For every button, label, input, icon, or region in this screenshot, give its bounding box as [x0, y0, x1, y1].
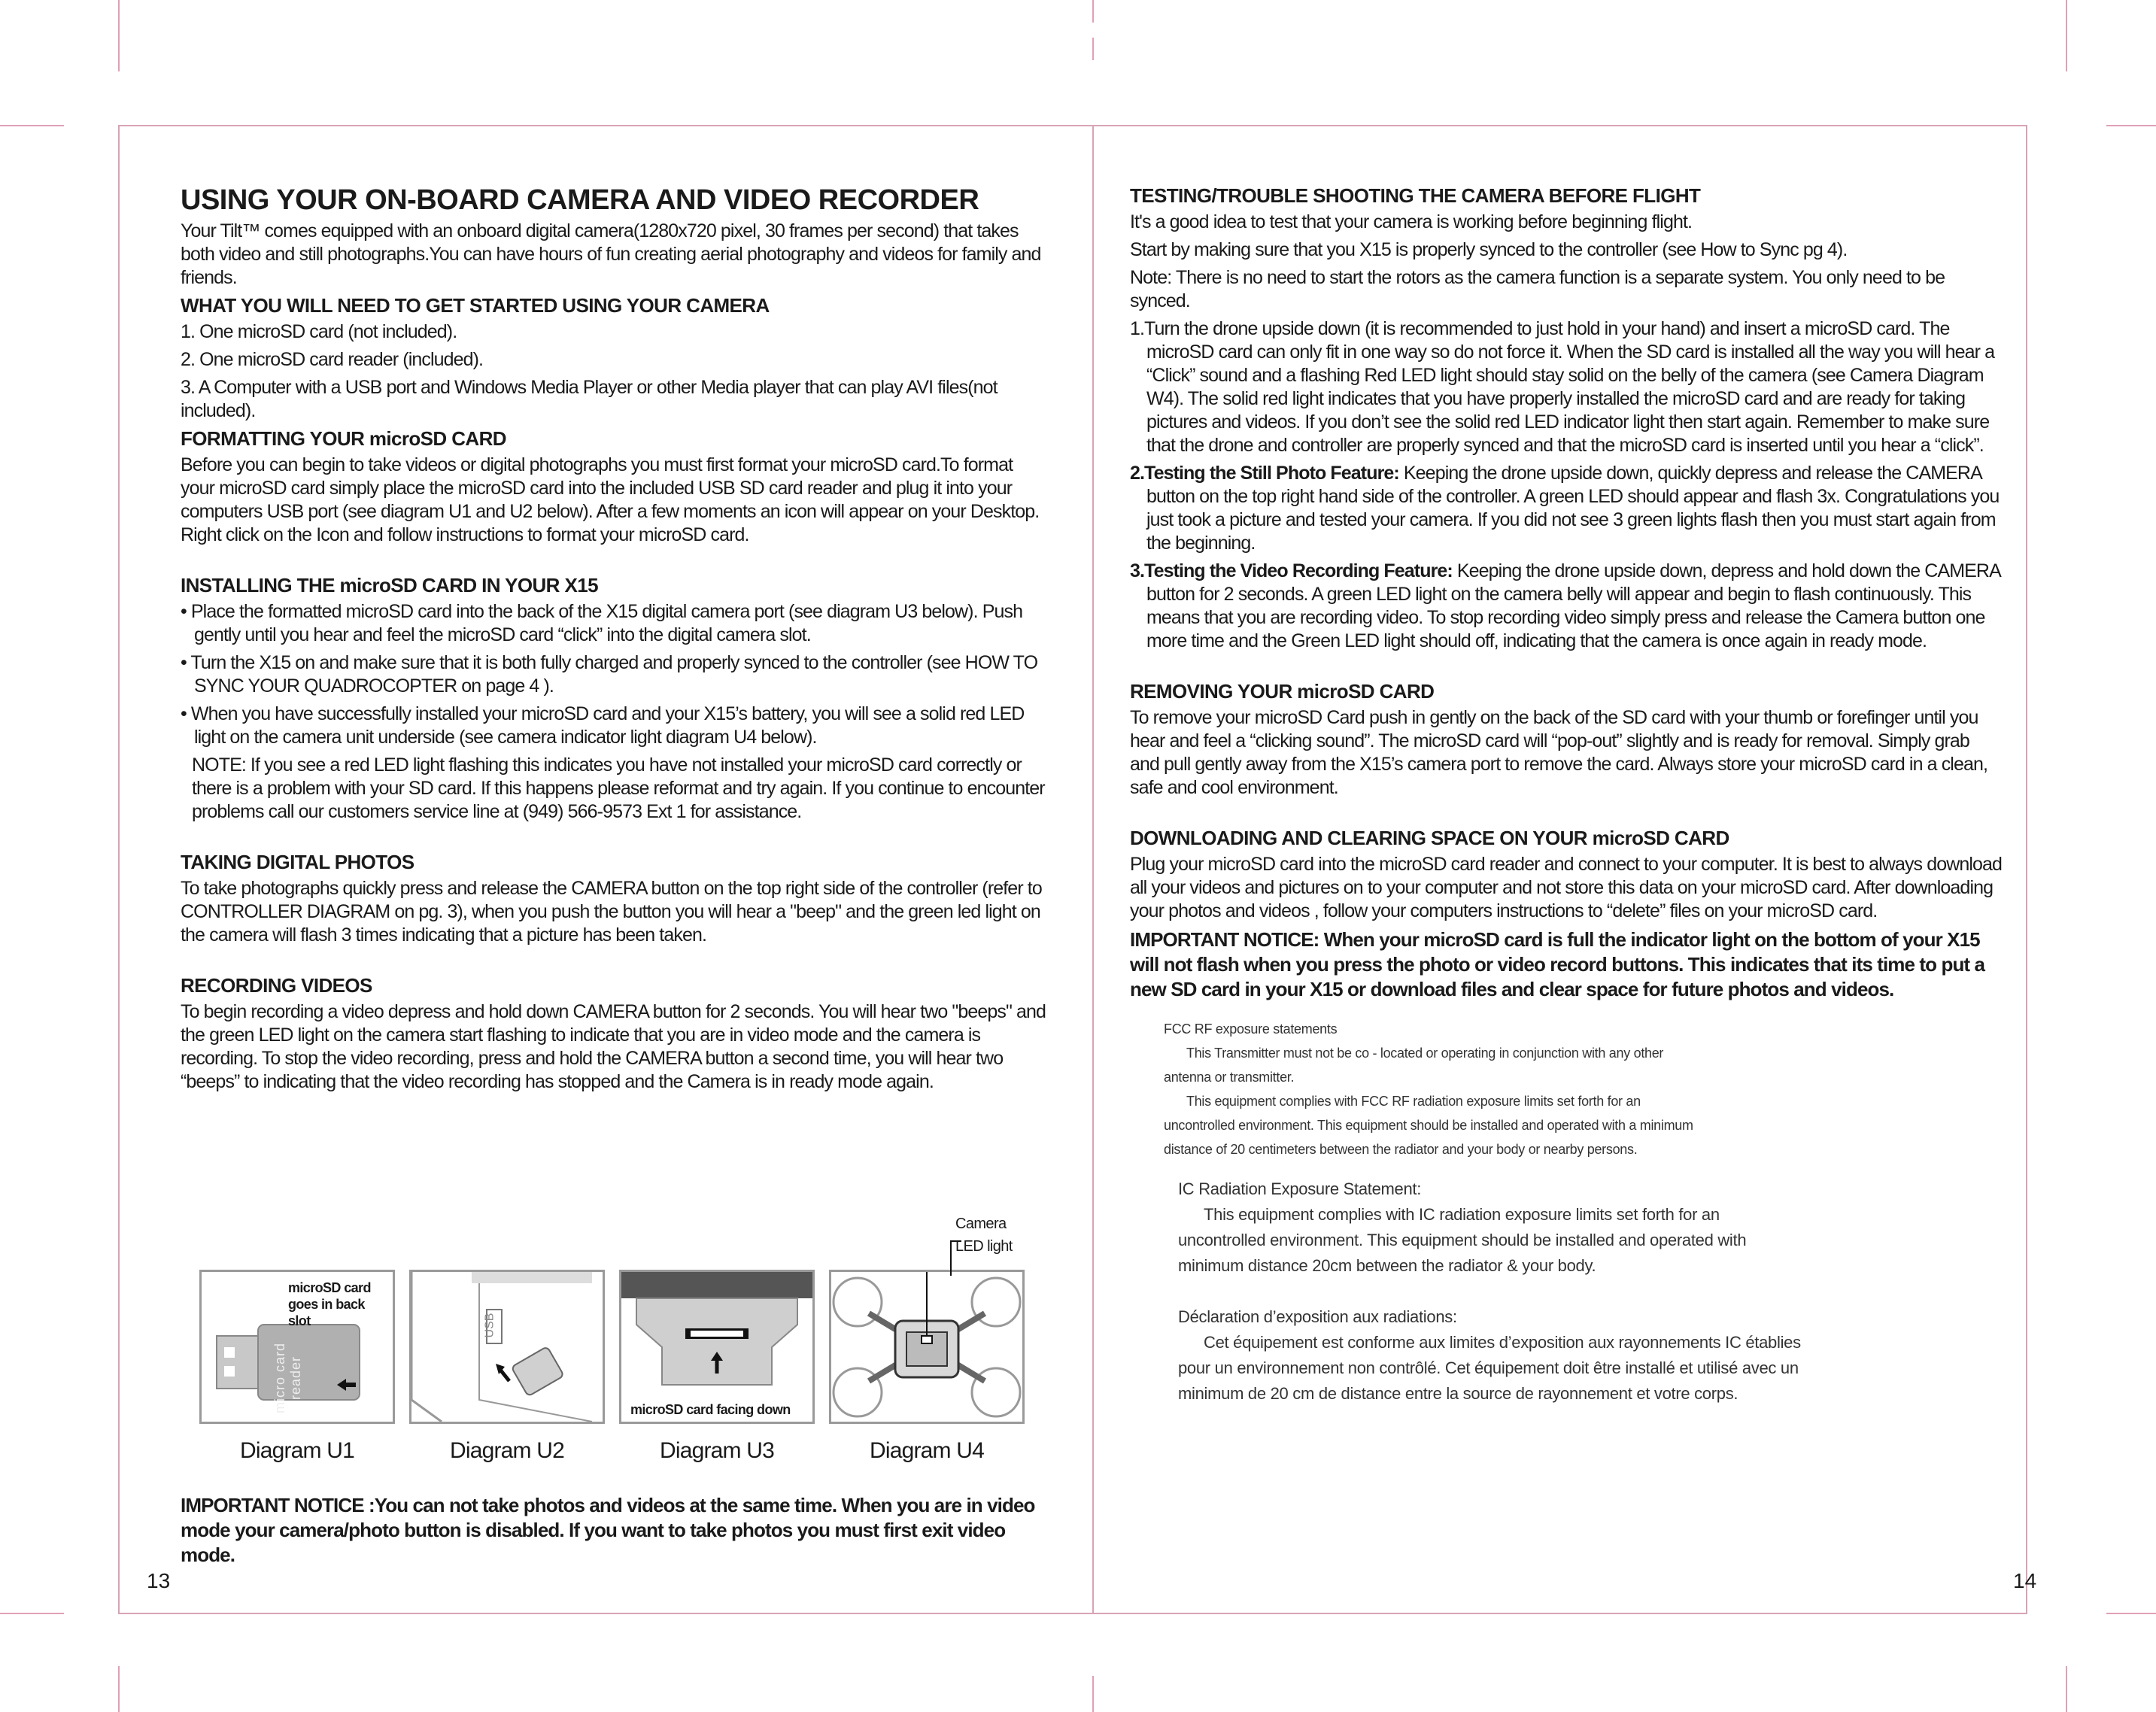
right-important-notice: IMPORTANT NOTICE: When your microSD card is full the indicator light on the bottom of your X15 will not flash when you press the photo or video record buttons. This indicates that its time to put a new SD card in your X15 or download files and clear space for future photos and videos.	[1130, 928, 1985, 1000]
step-2-text: Keeping the drone upside down, quickly depress and release the CAMERA button on the top right hand side of the controller. A green LED should appear and flash 3x. Congratulations you just took a picture and tested your camera. If you did not see 3 green lights flash then you must start again from the beginning.	[1146, 463, 2000, 554]
fr-paragraph: Cet équipement est conforme aux limites d’exposition aux rayonnements IC établies pour un environnement non contrôlé. Cet équipement doit être installé et utilisé avec un minimum de 20 cm de distance entre la source de rayonnement et votre corps.	[1178, 1333, 1801, 1403]
ic-title: IC Radiation Exposure Statement:	[1178, 1179, 1422, 1198]
test-step-3	[1130, 560, 2003, 653]
test-paragraph: Note: There is no need to start the rotors as the camera function is a separate system. You only need to be synced.	[1130, 267, 1945, 311]
intro-text: Your Tilt™ comes equipped with an onboard digital camera(1280x720 pixel, 30 frames per second) that takes both video and still photographs.You can have hours of fun creating aerial photography and videos for family and friends.	[181, 220, 1041, 288]
section-heading-install: INSTALLING THE microSD CARD IN YOUR X15	[181, 574, 598, 596]
section-heading-format: FORMATTING YOUR microSD CARD	[181, 427, 506, 450]
test-step-1: 1.Turn the drone upside down (it is recommended to just hold in your hand) and insert a microSD card. The microSD card can only fit in one way so do not force it. When the SD card is installed all the way you will hear a “Click” sound and a flashing Red LED light should stay solid on the belly of the camera (see Camera Diagram W4). The solid red light indicates that you have properly installed the microSD card and are ready for taking pictures and videos. If you don’t see the solid red LED indicator light then start again. Remember to make sure that the drone and controller are properly synced and that the microSD card is inserted until you hear a “click”.	[1130, 318, 1995, 456]
step-3-label: 3.Testing the Video Recording Feature:	[1130, 560, 1453, 581]
section-heading-need: WHAT YOU WILL NEED TO GET STARTED USING YOUR CAMERA	[181, 294, 770, 317]
test-step-2	[1130, 462, 2003, 555]
drone-underside-illustration	[831, 1272, 1022, 1422]
crop-mark	[118, 1666, 120, 1712]
left-page	[181, 184, 1046, 1098]
crop-mark	[2066, 1666, 2067, 1712]
fcc-title: FCC RF exposure statements	[1164, 1021, 1338, 1037]
page-title: USING YOUR ON-BOARD CAMERA AND VIDEO RECORDER	[181, 184, 979, 216]
need-item: 1. One microSD card (not included).	[181, 321, 457, 342]
diagram-label-u2: Diagram U2	[449, 1438, 565, 1463]
step-2-label: 2.Testing the Still Photo Feature:	[1130, 463, 1399, 484]
diagram-u4	[829, 1270, 1025, 1424]
section-heading-test: TESTING/TROUBLE SHOOTING THE CAMERA BEFORE FLIGHT	[1130, 184, 1701, 207]
section-heading-video: RECORDING VIDEOS	[181, 974, 372, 997]
crop-mark	[118, 0, 120, 71]
diagram-label-u1: Diagram U1	[239, 1438, 355, 1463]
u4-caption: Camera LED light	[955, 1216, 1013, 1255]
install-item: • Turn the X15 on and make sure that it is both fully charged and properly synced to the controller (see HOW TO SYNC YOUR QUADROCOPTER on page 4 ).	[181, 652, 1038, 697]
page-number-left: 13	[147, 1569, 171, 1592]
diagram-label-u3: Diagram U3	[659, 1438, 775, 1463]
crop-mark	[1092, 0, 1094, 23]
test-paragraph: Start by making sure that you X15 is properly synced to the controller (see How to Sync pg 4).	[1130, 239, 1848, 260]
need-item: 2. One microSD card reader (included).	[181, 349, 484, 370]
u1-reader-label: micro card reader	[272, 1343, 303, 1414]
crop-mark	[2106, 1613, 2156, 1614]
fr-title: Déclaration d’exposition aux radiations:	[1178, 1307, 1457, 1326]
test-paragraph: It's a good idea to test that your camera is working before beginning flight.	[1130, 211, 1693, 232]
camera-slot-illustration	[621, 1272, 812, 1422]
photos-text: To take photographs quickly press and release the CAMERA button on the top right side of the controller (refer to CONTROLLER DIAGRAM on pg. 3), when you push the button you will hear a "beep" and the green led light on the camera will flash 3 times indicating that a picture has been taken.	[181, 878, 1042, 946]
section-heading-remove: REMOVING YOUR microSD CARD	[1130, 680, 1435, 703]
crop-mark	[1092, 38, 1094, 60]
left-important-notice: IMPORTANT NOTICE :You can not take photos and videos at the same time. When you are in video mode your camera/photo button is disabled. If you want to take photos you must first exit video mode.	[181, 1494, 1035, 1566]
step-3-text: Keeping the drone upside down, depress and hold down the CAMERA button for 2 seconds. A green LED light on the camera belly will appear and begin to flash continuously. This means that you are recording video. To stop recording video simply press and release the Camera button one more time and the Green LED light should off, indicating that the camera is once again in ready mode.	[1146, 560, 2000, 651]
fcc-paragraph: This Transmitter must not be co - located or operating in conjunction with any other antenna or transmitter.	[1164, 1046, 1664, 1085]
right-page	[1130, 184, 2003, 1407]
crop-mark	[0, 125, 64, 126]
u1-caption: microSD card goes in back slot	[288, 1280, 371, 1328]
install-note: NOTE: If you see a red LED light flashing this indicates you have not installed your microSD card correctly or there is a problem with your SD card. If this happens please reformat and try again. If you continue to encounter problems call our customers service line at (949) 566-9573 Ext 1 for assistance.	[192, 754, 1045, 822]
video-text: To begin recording a video depress and hold down CAMERA button for 2 seconds. You will hear two "beeps" and the green LED light on the camera start flashing to indicate that you are in video mode and the camera is recording. To stop the video recording, press and hold the CAMERA button a second time, you will hear two “beeps” to indicating that the video recording has stopped and the Camera is in ready mode again.	[181, 1001, 1046, 1092]
u3-caption: microSD card facing down	[630, 1402, 791, 1417]
u2-usb-label: USB	[483, 1313, 496, 1338]
page-number-right: 14	[2013, 1569, 2037, 1592]
page-fold	[1092, 125, 1094, 1614]
format-text: Before you can begin to take videos or digital photographs you must first format your microSD card.To format your microSD card simply place the microSD card into the included USB SD card reader and plug it into your computers USB port (see diagram U1 and U2 below). After a few moments an icon will appear on your Desktop. Right click on the Icon and follow instructions to format your microSD card.	[181, 454, 1040, 545]
install-item: • When you have successfully installed your microSD card and your X15’s battery, you will see a solid red LED light on the camera unit underside (see camera indicator light diagram U4 below).	[181, 703, 1025, 748]
crop-mark	[1092, 1676, 1094, 1712]
diagram-u3	[619, 1270, 815, 1424]
laptop-usb-illustration	[411, 1272, 603, 1422]
diagram-u2	[409, 1270, 605, 1424]
crop-mark	[2066, 0, 2067, 71]
u4-leader-line	[948, 1240, 963, 1277]
remove-text: To remove your microSD Card push in gently on the back of the SD card with your thumb or forefinger until you hear and feel a “clicking sound”. The microSD card will “pop-out” slightly and is ready for removal. Simply grab and pull gently away from the X15’s camera port to remove the card. Always store your microSD card in a clean, safe and cool environment.	[1130, 707, 1988, 798]
install-item: • Place the formatted microSD card into the back of the X15 digital camera port (see diagram U3 below). Push gently until you hear and feel the microSD card “click” into the digital camera slot.	[181, 601, 1023, 645]
diagram-u1	[199, 1270, 395, 1424]
download-text: Plug your microSD card into the microSD card reader and connect to your computer. It is best to always download all your videos and pictures on to your computer and not store this data on your microSD card. After downloading your photos and videos , follow your computers instructions to “delete” files on your microSD card.	[1130, 854, 2003, 921]
crop-mark	[2106, 125, 2156, 126]
diagram-label-u4: Diagram U4	[869, 1438, 985, 1463]
ic-statement	[1130, 1176, 1802, 1407]
crop-mark	[0, 1613, 64, 1614]
fcc-paragraph: This equipment complies with FCC RF radiation exposure limits set forth for an uncontrolled environment. This equipment should be installed and operated with a minimum distance of 20 centimeters between the radiator and your body or nearby persons.	[1164, 1094, 1693, 1157]
section-heading-photos: TAKING DIGITAL PHOTOS	[181, 851, 414, 873]
section-heading-download: DOWNLOADING AND CLEARING SPACE ON YOUR microSD CARD	[1130, 827, 1729, 849]
need-item: 3. A Computer with a USB port and Windows Media Player or other Media player that can play AVI files(not included).	[181, 377, 998, 421]
ic-paragraph: This equipment complies with IC radiation exposure limits set forth for an uncontrolled environment. This equipment should be installed and operated with minimum distance 20cm between the radiator & your body.	[1178, 1205, 1747, 1275]
fcc-statement	[1130, 1017, 1705, 1161]
